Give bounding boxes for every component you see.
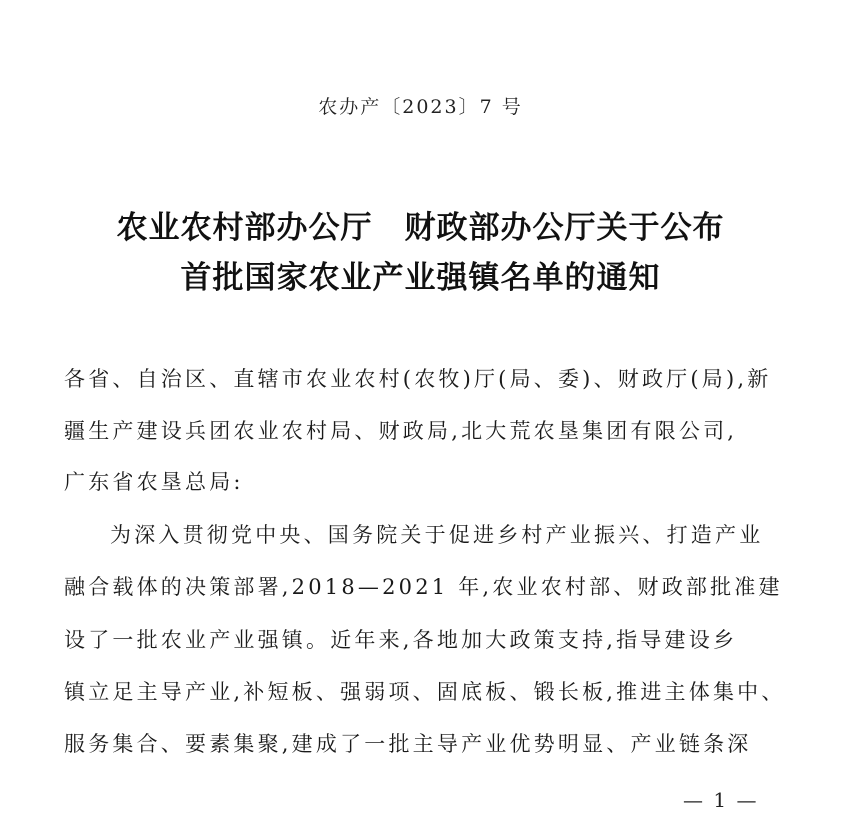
body-line-4: 镇立足主导产业,补短板、强弱项、固底板、锻长板,推进主体集中、 bbox=[64, 680, 786, 704]
document-title bbox=[0, 203, 841, 303]
title-line-2: 首批国家农业产业强镇名单的通知 bbox=[180, 260, 661, 296]
body-line-2: 融合载体的决策部署,2018—2021 年,农业农村部、财政部批准建 bbox=[64, 575, 783, 599]
title-line-1: 农业农村部办公厅 财政部办公厅关于公布 bbox=[116, 210, 725, 246]
addressee-line-1: 各省、自治区、直辖市农业农村(农牧)厅(局、委)、财政厅(局),新 bbox=[64, 367, 772, 391]
body-line-5: 服务集合、要素集聚,建成了一批主导产业优势明显、产业链条深 bbox=[64, 732, 752, 756]
body-line-1: 为深入贯彻党中央、国务院关于促进乡村产业振兴、打造产业 bbox=[110, 523, 764, 547]
addressee-line-2: 疆生产建设兵团农业农村局、财政局,北大荒农垦集团有限公司, bbox=[64, 419, 738, 443]
document-number: 农办产〔2023〕7 号 bbox=[318, 96, 523, 118]
page-number: — 1 — bbox=[683, 788, 759, 812]
body-line-3: 设了一批农业产业强镇。近年来,各地加大政策支持,指导建设乡 bbox=[64, 628, 738, 652]
addressee-line-3: 广东省农垦总局: bbox=[64, 470, 244, 494]
